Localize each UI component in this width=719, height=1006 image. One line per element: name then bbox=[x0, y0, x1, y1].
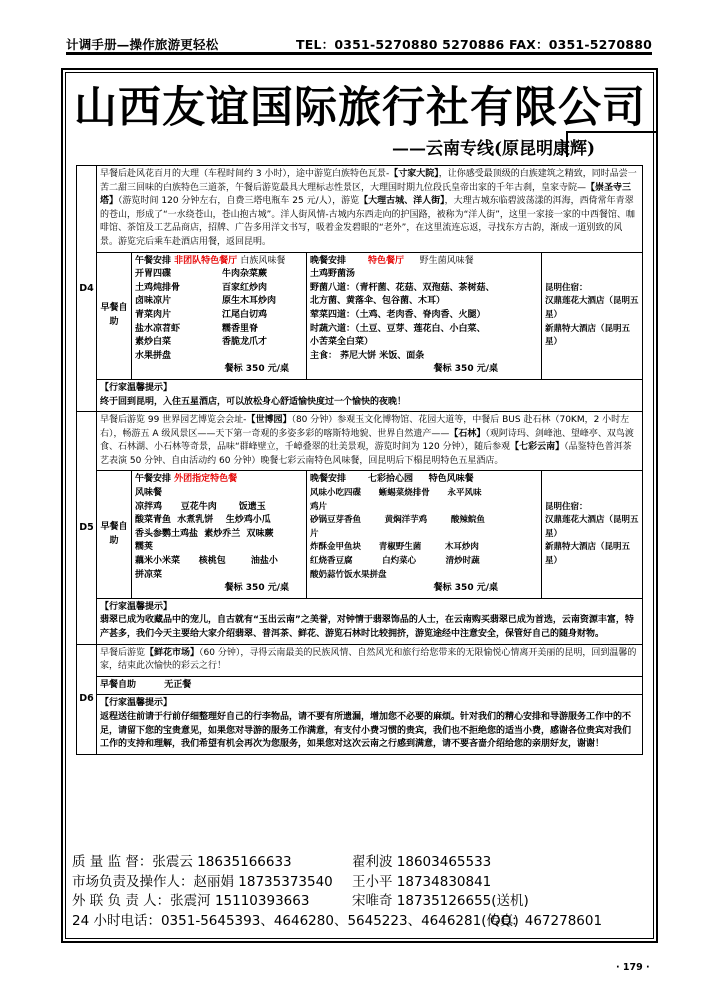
breakfast-label: 早餐自助 bbox=[97, 252, 132, 379]
tip-box: 【行家温馨提示】 终于回到昆明，入住五星酒店，可以放松身心舒适愉快度过一个愉快的夜晚！ bbox=[97, 379, 643, 411]
menu-line: 凉拌鸡 豆花牛肉 饭遗玉 bbox=[135, 501, 266, 512]
table-row bbox=[77, 471, 643, 598]
menu-line: 主食： 荞尼大饼 米饭、面条 bbox=[310, 350, 425, 361]
menu-line: 野菌八道：（青杆菌、花菇、双孢菇、茶树菇、 bbox=[310, 282, 495, 293]
menu-line: 江尾白切鸡 bbox=[222, 309, 268, 320]
menu-line: 酸菜青鱼 水煮乳饼 生炒鸡小瓜 bbox=[135, 515, 271, 526]
table-row bbox=[77, 644, 643, 676]
menu-line: 北方菌、黄落伞、包谷菌、木耳） bbox=[310, 296, 446, 307]
menu-line: 香头参鹦土鸡盐 素炒乔兰 双味蕨 bbox=[135, 528, 274, 539]
menu-line: 糯荚 bbox=[135, 542, 154, 553]
menu-line: 拼凉菜 bbox=[135, 569, 163, 580]
table-row bbox=[77, 695, 643, 754]
day-label: D6 bbox=[77, 644, 97, 754]
menu-line: 卤味凉片 bbox=[135, 296, 172, 307]
menu-line: 时蔬六道：（土豆、豆芽、莲花白、小白菜、 bbox=[310, 323, 486, 334]
menu-line: 藕米小米菜 核桃包 油盐小 bbox=[135, 556, 278, 567]
table-row bbox=[77, 598, 643, 644]
menu-line: 牛肉杂菜蕨 bbox=[222, 269, 268, 280]
menu-line: 香脆龙爪才 bbox=[222, 337, 268, 348]
dinner-dish-list bbox=[310, 487, 538, 582]
liaison-manager-2: 宋唯奇 18735126655(送机) bbox=[352, 893, 529, 910]
dinner-menu: 晚餐安排 七彩拾心园 特色风味餐 风味小吃四碟 蜥蜴菜烧排骨 永平风味 鸡片 砂锅豆芽香鱼 黄焖洋芋鸡 酸辣鲩鱼 片 炸酥金甲鱼块 青椒野生菌 木耳炒肉 红烧香豆腐 白灼菜心 清炒时蔬 酸奶蒜竹饭水果拼盘 餐标 350 元/桌 bbox=[307, 471, 542, 598]
menu-line: 鸡片 bbox=[310, 501, 328, 512]
day-description: 早餐后游览 99 世界园艺博览会会址-【世博园】（80 分钟）参观玉文化博物馆、花园大道等，中餐后 BUS 赴石林（70KM，2 小时左右），畅游五 A 级风景区——天下第一奇观的多姿多彩的喀斯特地貌、世界自然遗产——【石林】（观阿诗玛、剑峰池、望峰亭、双鸟渡食、石林湖、小石林等奇景，品味“群峰壁立，千嶂叠翠的壮美景观，游览时间为 120 分钟），随后参观【七彩云南】（品鉴特色普洱茶艺表演 50 分钟、自由活动约 60 分钟）晚餐七彩云南特色风味餐，回昆明后下榻昆明特色五星酒店。 bbox=[97, 412, 643, 471]
menu-line: 开胃四碟 bbox=[135, 269, 172, 280]
tip-box: 【行家温馨提示】 翡翠已成为收藏品中的宠儿，自古就有“玉出云南”之美誉，对钟情于翡翠饰品的人士，在云南购买翡翠已成为首选，云南资源丰富，特产甚多，我们今天主要给大家介绍翡翠、普洱茶、鲜花、游览石林时比较拥挤，游览途经中注意安全，保管好自己的随身财物。 bbox=[97, 598, 643, 644]
menu-line: 百家红炒肉 bbox=[222, 282, 268, 293]
menu-line: 风味小吃四碟 蜥蜴菜烧排骨 永平风味 bbox=[310, 488, 482, 499]
table-row bbox=[77, 379, 643, 411]
lunch-dish-list bbox=[135, 268, 303, 363]
menu-line: 小苦菜全白菜） bbox=[310, 337, 374, 348]
hotline: 24 小时电话：0351-5645393、4646280、5645223、4646281(传真) bbox=[72, 912, 519, 929]
company-subtitle: ——云南专线(原昆明康辉) bbox=[392, 139, 596, 159]
hotel-info: 昆明住宿： 汉鼎莲花大酒店（昆明五星） 新鼎特大酒店（昆明五星） bbox=[542, 471, 643, 598]
liaison-manager: 外 联 负 责 人：张震河 15110393663 bbox=[72, 893, 310, 910]
contact-footer bbox=[72, 853, 603, 931]
dinner-menu: 晚餐安排 特色餐厅 野生菌风味餐 土鸡野菌汤 野菌八道：（青杆菌、花菇、双孢菇、茶树菇、 北方菌、黄落伞、包谷菌、木耳） 荤菜四道：（土鸡、老肉香、脊肉香、火腿） 时蔬六道：（土豆、豆芽、莲花白、小白菜、 小苦菜全白菜） 主食： 荞尼大饼 米饭、面条 餐标 350 元/桌 bbox=[307, 252, 542, 379]
lunch-menu: 午餐安排 外团指定特色餐 风味餐 凉拌鸡 豆花牛肉 饭遗玉 酸菜青鱼 水煮乳饼 生炒鸡小瓜 香头参鹦土鸡盐 素炒乔兰 双味蕨 糯荚 藕米小米菜 核桃包 油盐小 拼凉菜 餐标 350 元/桌 bbox=[132, 471, 307, 598]
menu-line: 砂锅豆芽香鱼 黄焖洋芋鸡 酸辣鲩鱼 bbox=[310, 515, 485, 526]
menu-line: 盐水凉苕虾 bbox=[135, 323, 181, 334]
menu-line: 青菜肉片 bbox=[135, 309, 172, 320]
tip-box: 【行家温馨提示】 返程送往前请于行前仔细整理好自己的行李物品，请不要有所遗漏，增加您不必要的麻烦。针对我们的精心安排和导游服务工作中的不足，请留下您的宝贵意见，如果您对导游的服务工作满意，有支付小费习惯的贵宾，我们也不拒绝您的适当小费，感谢各位贵宾对我们工作的支持和理解，我们希望有机会再次为您服务，如果您对这次云南之行感到满意，请不要吝啬介绍给您的亲朋好友，谢谢！ bbox=[97, 695, 643, 754]
menu-line: 素炒白菜 bbox=[135, 337, 172, 348]
day-label: D5 bbox=[77, 412, 97, 645]
table-row bbox=[77, 676, 643, 695]
market-manager: 市场负责及操作人：赵丽娟 18735373540 bbox=[72, 873, 333, 890]
menu-line: 酸奶蒜竹饭水果拼盘 bbox=[310, 569, 387, 580]
table-row bbox=[77, 252, 643, 379]
day-label: D4 bbox=[77, 166, 97, 412]
lunch-dish-list bbox=[135, 487, 303, 582]
table-row bbox=[77, 412, 643, 471]
lunch-menu: 午餐安排 非团队特色餐厅 白族风味餐 开胃四碟 牛肉杂菜蕨 土鸡炖排骨 百家红炒肉 卤味凉片 原生木耳炒肉 青菜肉片 江尾白切鸡 盐水凉苕虾 糯香里脊 素炒白菜 香脆龙爪才 水果拼盘 餐标 350 元/桌 bbox=[132, 252, 307, 379]
subtitle-frame bbox=[566, 131, 658, 157]
menu-line: 水果拼盘 bbox=[135, 350, 172, 361]
quality-supervisor-2: 翟利波 18603465533 bbox=[352, 854, 492, 870]
quality-supervisor: 质 量 监 督：张震云 18635166633 bbox=[72, 854, 292, 870]
breakfast-label: 早餐自助 bbox=[97, 471, 132, 598]
page-number: · 179 · bbox=[616, 962, 650, 973]
menu-line: 荤菜四道：（土鸡、老肉香、脊肉香、火腿） bbox=[310, 309, 486, 320]
header-slogan: 计调手册—操作旅游更轻松 bbox=[66, 37, 219, 52]
header-contacts: TEL：0351-5270880 5270886 FAX：0351-5270880 bbox=[296, 37, 652, 52]
menu-line: 原生木耳炒肉 bbox=[222, 296, 277, 307]
company-title: 山西友谊国际旅行社有限公司 bbox=[74, 83, 646, 133]
market-manager-2: 王小平 18734830841 bbox=[352, 873, 492, 890]
menu-line: 风味餐 bbox=[135, 488, 163, 499]
menu-line: 土鸡野菌汤 bbox=[310, 269, 356, 280]
day-description: 早餐后游览【鲜花市场】（60 分钟），寻得云南最美的民族风情、自然风光和旅行给您带来的无限愉悦心情离开美丽的昆明，回到温馨的家，结束此次愉快的彩云之行！ bbox=[97, 644, 643, 676]
hotel-info: 昆明住宿： 汉鼎莲花大酒店（昆明五星） 新鼎特大酒店（昆明五星） bbox=[542, 252, 643, 379]
page-header bbox=[66, 33, 652, 55]
dinner-dish-list bbox=[310, 268, 538, 363]
day-description: 早餐后赴风花百月的大理（车程时间约 3 小时），途中游览白族特色瓦景-【寸家大院】，让你感受最顶级的白族建筑之精致，同时品尝一苦二甜三回味的白族特色三道茶，午餐后游览最具大理标志性景区，大理国时期九位段氏皇帝出家的千年古刹，皇家寺院—【崇圣寺三塔】（游览时间 120 分钟左右，自费三塔电瓶车 25 元/人），游览【大理古城、洋人街】，大理古城东临碧波荡漾的洱海，西倚常年青翠的苍山，形成了“一水绕苍山，苍山抱古城”。洋人街风情-古城内东西走向的护国路，被称为“洋人街”，这里一家接一家的中西餐馆、咖啡馆、茶馆及工艺品商店，招牌、广告多用洋文书写，吸着金发碧眼的“老外”，在这里流连忘返，寻找东方古韵，渐成一道别致的风景。游览完后乘车赴酒店用餐，返回昆明。 bbox=[97, 166, 643, 253]
itinerary-table bbox=[76, 165, 643, 755]
qq-number: QQ：467278601 bbox=[490, 912, 603, 929]
meal-info: 早餐自助 无正餐 bbox=[97, 676, 643, 695]
menu-line: 片 bbox=[310, 528, 319, 539]
menu-line: 红烧香豆腐 白灼菜心 清炒时蔬 bbox=[310, 556, 480, 567]
menu-line: 糯香里脊 bbox=[222, 323, 259, 334]
menu-line: 炸酥金甲鱼块 青椒野生菌 木耳炒肉 bbox=[310, 542, 479, 553]
table-row bbox=[77, 166, 643, 253]
menu-line: 土鸡炖排骨 bbox=[135, 282, 181, 293]
